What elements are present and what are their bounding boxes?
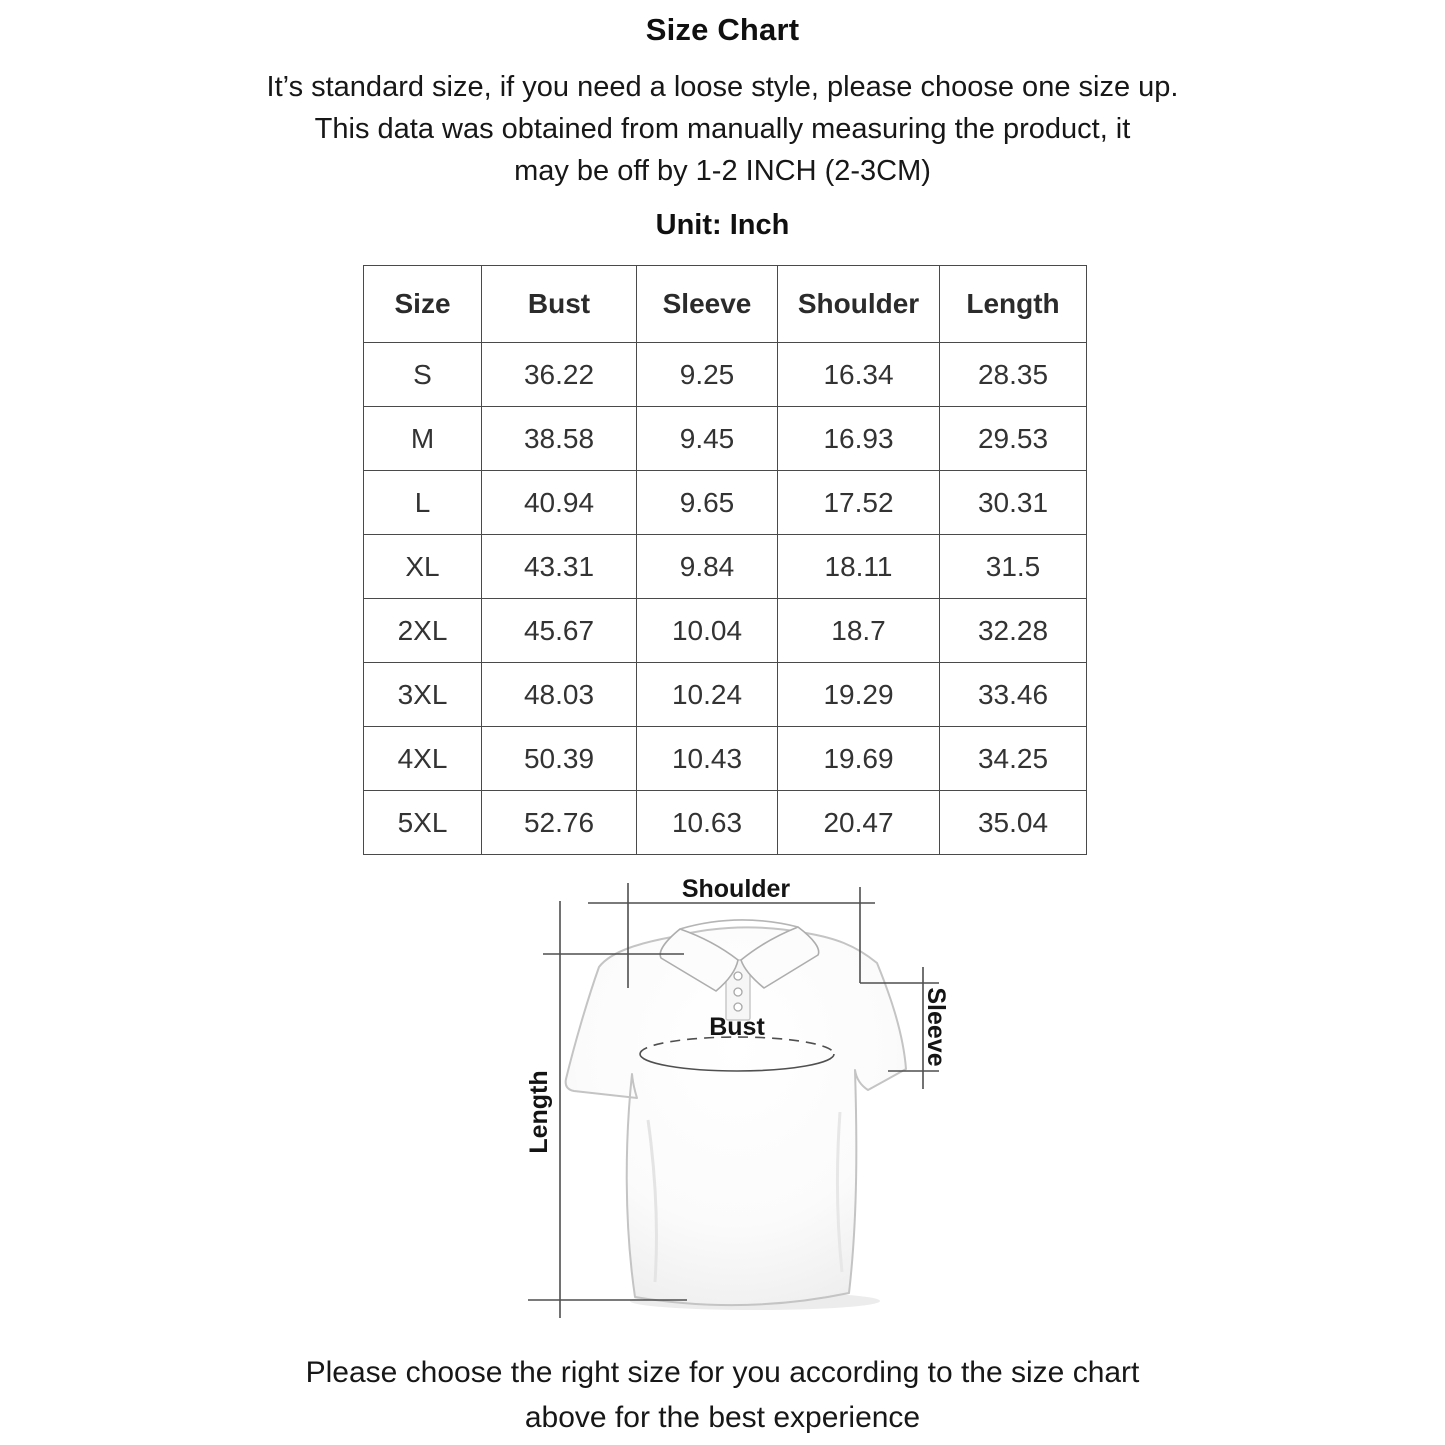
size-cell: 5XL (364, 791, 482, 855)
column-header-bust: Bust (482, 266, 637, 343)
value-cell: 9.45 (637, 407, 778, 471)
value-cell: 40.94 (482, 471, 637, 535)
value-cell: 52.76 (482, 791, 637, 855)
value-cell: 20.47 (778, 791, 940, 855)
length-label: Length (525, 1070, 553, 1154)
value-cell: 38.58 (482, 407, 637, 471)
page-title: Size Chart (645, 12, 800, 47)
intro-line-2: This data was obtained from manually measuring the product, it (314, 113, 1131, 145)
table-header-row (364, 266, 1087, 343)
button-icon (734, 972, 742, 980)
table-row (364, 663, 1087, 727)
value-cell: 28.35 (940, 343, 1087, 407)
value-cell: 16.34 (778, 343, 940, 407)
value-cell: 18.7 (778, 599, 940, 663)
size-cell: S (364, 343, 482, 407)
footer-line-2: above for the best experience (524, 1401, 921, 1434)
intro-line-1: It’s standard size, if you need a loose style, please choose one size up. (266, 71, 1179, 103)
size-cell: L (364, 471, 482, 535)
value-cell: 36.22 (482, 343, 637, 407)
value-cell: 34.25 (940, 727, 1087, 791)
table-row (364, 727, 1087, 791)
size-cell: 2XL (364, 599, 482, 663)
polo-shirt-illustration (566, 920, 906, 1310)
value-cell: 43.31 (482, 535, 637, 599)
size-cell: 4XL (364, 727, 482, 791)
table-row (364, 535, 1087, 599)
value-cell: 9.65 (637, 471, 778, 535)
unit-label: Unit: Inch (655, 209, 790, 241)
value-cell: 35.04 (940, 791, 1087, 855)
value-cell: 30.31 (940, 471, 1087, 535)
size-cell: 3XL (364, 663, 482, 727)
shirt-measurement-diagram (430, 866, 1010, 1336)
bust-label: Bust (709, 1013, 765, 1041)
column-header-sleeve: Sleeve (637, 266, 778, 343)
value-cell: 18.11 (778, 535, 940, 599)
value-cell: 10.04 (637, 599, 778, 663)
column-header-shoulder: Shoulder (778, 266, 940, 343)
value-cell: 33.46 (940, 663, 1087, 727)
value-cell: 9.84 (637, 535, 778, 599)
value-cell: 32.28 (940, 599, 1087, 663)
intro-text (0, 66, 1445, 192)
table-row (364, 791, 1087, 855)
table-row (364, 471, 1087, 535)
table-row (364, 599, 1087, 663)
table-row (364, 343, 1087, 407)
value-cell: 16.93 (778, 407, 940, 471)
value-cell: 19.29 (778, 663, 940, 727)
value-cell: 10.43 (637, 727, 778, 791)
value-cell: 9.25 (637, 343, 778, 407)
button-icon (734, 988, 742, 996)
value-cell: 50.39 (482, 727, 637, 791)
value-cell: 31.5 (940, 535, 1087, 599)
value-cell: 29.53 (940, 407, 1087, 471)
size-table (363, 265, 1087, 855)
column-header-length: Length (940, 266, 1087, 343)
column-header-size: Size (364, 266, 482, 343)
button-icon (734, 1003, 742, 1011)
value-cell: 10.63 (637, 791, 778, 855)
value-cell: 48.03 (482, 663, 637, 727)
size-cell: XL (364, 535, 482, 599)
footer-note (0, 1350, 1445, 1440)
table-row (364, 407, 1087, 471)
shoulder-label: Shoulder (681, 875, 791, 903)
value-cell: 45.67 (482, 599, 637, 663)
size-cell: M (364, 407, 482, 471)
value-cell: 10.24 (637, 663, 778, 727)
value-cell: 17.52 (778, 471, 940, 535)
value-cell: 19.69 (778, 727, 940, 791)
sleeve-label: Sleeve (922, 987, 950, 1067)
footer-line-1: Please choose the right size for you according to the size chart (305, 1356, 1140, 1389)
intro-line-3: may be off by 1-2 INCH (2-3CM) (514, 155, 931, 187)
